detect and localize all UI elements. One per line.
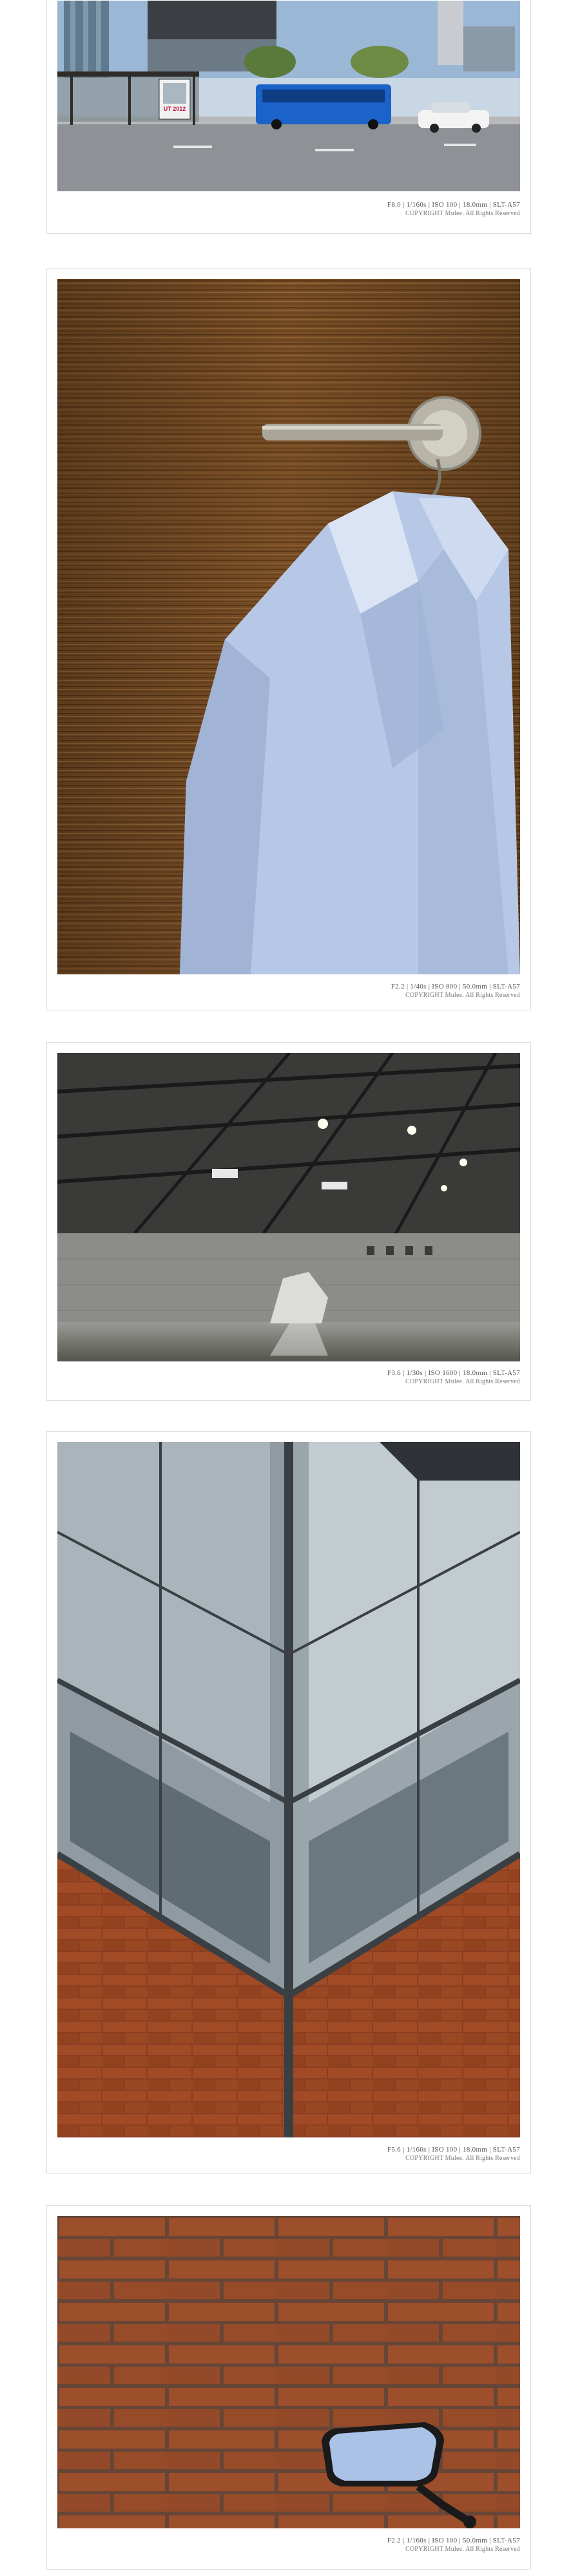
copyright-text: COPYRIGHT Mulee. All Rights Reserved — [405, 2546, 520, 2553]
photo-caption-2 — [391, 982, 520, 999]
copyright-text: COPYRIGHT Mulee. All Rights Reserved — [405, 210, 520, 217]
exif-info: F2.2 | 1/40s | ISO 800 | 50.0mm | SLT-A57 — [391, 983, 520, 990]
photo-card-4 — [46, 1431, 531, 2174]
copyright-text: COPYRIGHT Mulee. All Rights Reserved — [405, 1378, 520, 1385]
exif-info: F3.6 | 1/30s | ISO 1600 | 18.0mm | SLT-A57 — [387, 1369, 520, 1377]
photo-caption-3 — [387, 1368, 520, 1386]
photo-card-1 — [46, 0, 531, 234]
photo-caption-5 — [387, 2536, 520, 2553]
gallery-photo[interactable] — [57, 1053, 520, 1361]
building-photo[interactable] — [57, 1442, 520, 2137]
photo-caption-4 — [387, 2145, 520, 2163]
street-photo[interactable] — [57, 1, 520, 191]
copyright-text: COPYRIGHT Mulee. All Rights Reserved — [405, 992, 520, 999]
photo-card-5 — [46, 2205, 531, 2570]
photo-card-2 — [46, 268, 531, 1010]
photo-caption-1 — [387, 200, 520, 218]
copyright-text: COPYRIGHT Mulee. All Rights Reserved — [405, 2155, 520, 2162]
photo-card-3 — [46, 1042, 531, 1401]
exif-info: F8.0 | 1/160s | ISO 100 | 18.0mm | SLT-A57 — [387, 201, 520, 209]
poster-text: UT 2012 — [163, 106, 186, 112]
exif-info: F2.2 | 1/160s | ISO 100 | 50.0mm | SLT-A57 — [387, 2537, 520, 2544]
shirt-photo[interactable] — [57, 279, 520, 974]
exif-info: F5.6 | 1/160s | ISO 100 | 18.0mm | SLT-A57 — [387, 2146, 520, 2154]
mirror-photo[interactable] — [57, 2216, 520, 2528]
